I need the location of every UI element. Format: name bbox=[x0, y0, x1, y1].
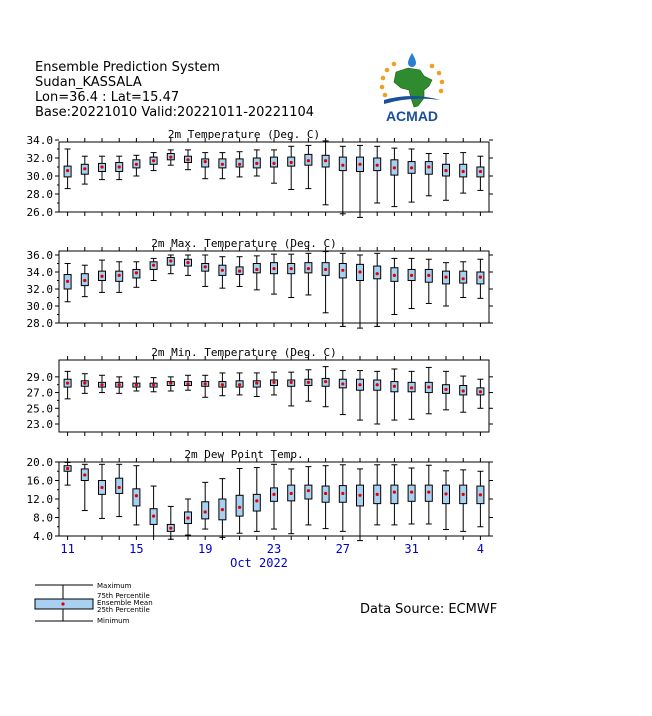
y-tick-label: 34.0 bbox=[26, 134, 53, 147]
box-day bbox=[305, 253, 312, 295]
box-day bbox=[167, 150, 174, 165]
box-day bbox=[236, 257, 243, 287]
box-day bbox=[236, 468, 243, 533]
box-day bbox=[99, 156, 106, 179]
mean-dot bbox=[479, 493, 482, 496]
mean-dot bbox=[444, 276, 447, 279]
mean-dot bbox=[83, 279, 86, 282]
box-day bbox=[374, 146, 381, 203]
box-day bbox=[185, 499, 192, 535]
box-day bbox=[425, 367, 432, 413]
box-day bbox=[167, 377, 174, 391]
mean-dot bbox=[100, 165, 103, 168]
mean-dot bbox=[358, 494, 361, 497]
box-day bbox=[150, 258, 157, 280]
mean-dot bbox=[186, 516, 189, 519]
mean-dot bbox=[410, 166, 413, 169]
mean-dot bbox=[393, 385, 396, 388]
box-day bbox=[425, 259, 432, 303]
plot-frame bbox=[59, 360, 489, 432]
x-month-label: Oct 2022 bbox=[230, 556, 288, 570]
mean-dot bbox=[444, 169, 447, 172]
mean-dot bbox=[324, 159, 327, 162]
box-day bbox=[460, 262, 467, 298]
header-line-dates: Base:20221010 Valid:20221011-20221104 bbox=[35, 105, 315, 120]
mean-dot bbox=[204, 265, 207, 268]
x-date-label: 11 bbox=[60, 542, 75, 556]
mean-dot bbox=[410, 274, 413, 277]
box-day bbox=[185, 150, 192, 170]
box-day bbox=[374, 371, 381, 424]
box-day bbox=[64, 149, 71, 189]
box-day bbox=[477, 259, 484, 298]
mean-dot bbox=[358, 270, 361, 273]
mean-dot bbox=[290, 492, 293, 495]
iqr-box bbox=[391, 485, 398, 504]
iqr-box bbox=[133, 489, 140, 506]
mean-dot bbox=[376, 493, 379, 496]
mean-dot bbox=[100, 275, 103, 278]
box-day bbox=[219, 153, 226, 179]
mean-dot bbox=[376, 383, 379, 386]
iqr-box bbox=[253, 494, 260, 511]
box-day bbox=[253, 150, 260, 176]
box-day bbox=[477, 379, 484, 408]
box-day bbox=[253, 373, 260, 397]
box-day bbox=[305, 467, 312, 525]
box-day bbox=[339, 465, 346, 532]
mean-dot bbox=[462, 277, 465, 280]
mean-dot bbox=[238, 270, 241, 273]
mean-dot bbox=[427, 490, 430, 493]
mean-dot bbox=[169, 527, 172, 530]
box-day bbox=[425, 154, 432, 196]
panel-title: 2m Temperature (Deg. C) bbox=[167, 128, 321, 141]
box-day bbox=[116, 262, 123, 293]
mean-dot bbox=[272, 162, 275, 165]
box-day bbox=[339, 146, 346, 214]
box-day bbox=[116, 377, 123, 394]
box-day bbox=[271, 254, 278, 294]
iqr-box bbox=[116, 478, 123, 493]
header-line-station: Sudan_KASSALA bbox=[35, 75, 142, 90]
box-day bbox=[116, 464, 123, 516]
box-day bbox=[202, 375, 209, 397]
box-day bbox=[391, 465, 398, 525]
y-tick-label: 12.0 bbox=[26, 493, 53, 506]
box-day bbox=[460, 153, 467, 194]
mean-dot bbox=[118, 165, 121, 168]
mean-dot bbox=[410, 490, 413, 493]
y-tick-label: 29.0 bbox=[26, 370, 53, 384]
mean-dot bbox=[152, 515, 155, 518]
box-day bbox=[271, 372, 278, 395]
box-day bbox=[271, 150, 278, 183]
box-day bbox=[339, 253, 346, 326]
box-day bbox=[99, 375, 106, 392]
box-day bbox=[81, 464, 88, 510]
box-day bbox=[167, 255, 174, 274]
mean-dot bbox=[135, 383, 138, 386]
iqr-box bbox=[236, 495, 243, 516]
mean-dot bbox=[272, 493, 275, 496]
panel-title: 2m Min. Temperature (Deg. C) bbox=[151, 346, 337, 359]
legend-p75-label: 75th Percentile bbox=[97, 592, 150, 600]
mean-dot bbox=[462, 389, 465, 392]
mean-dot bbox=[479, 390, 482, 393]
panel-title: 2m Dew Point Temp. bbox=[184, 448, 304, 461]
box-day bbox=[288, 372, 295, 406]
box-day bbox=[219, 479, 226, 538]
box-day bbox=[185, 255, 192, 275]
box-day bbox=[81, 265, 88, 296]
header-line-coordinates: Lon=36.4 : Lat=15.47 bbox=[35, 90, 180, 105]
y-tick-label: 8.0 bbox=[33, 511, 53, 525]
box-day bbox=[64, 462, 71, 485]
box-day bbox=[357, 255, 364, 328]
mean-dot bbox=[135, 271, 138, 274]
box-day bbox=[460, 376, 467, 412]
mean-dot bbox=[152, 383, 155, 386]
box-day bbox=[116, 156, 123, 179]
box-day bbox=[408, 149, 415, 202]
box-day bbox=[443, 154, 450, 201]
box-day bbox=[64, 264, 71, 302]
mean-dot bbox=[462, 170, 465, 173]
box-day bbox=[150, 378, 157, 392]
legend bbox=[35, 582, 153, 625]
mean-dot bbox=[186, 261, 189, 264]
mean-dot bbox=[427, 165, 430, 168]
mean-dot bbox=[290, 161, 293, 164]
box-day bbox=[288, 469, 295, 534]
box-day bbox=[391, 258, 398, 314]
mean-dot bbox=[324, 268, 327, 271]
box-day bbox=[391, 148, 398, 207]
box-day bbox=[202, 153, 209, 179]
y-tick-label: 32.0 bbox=[26, 152, 53, 165]
mean-dot bbox=[272, 267, 275, 270]
x-date-label: 31 bbox=[404, 542, 419, 556]
mean-dot bbox=[66, 169, 69, 172]
box-day bbox=[305, 370, 312, 401]
y-tick-label: 16.0 bbox=[26, 474, 53, 488]
mean-dot bbox=[290, 381, 293, 384]
mean-dot bbox=[100, 486, 103, 489]
y-tick-label: 30.0 bbox=[26, 300, 53, 313]
mean-dot bbox=[479, 276, 482, 279]
legend-p25-label: 25th Percentile bbox=[97, 606, 150, 614]
box-day bbox=[236, 373, 243, 395]
mean-dot bbox=[221, 383, 224, 386]
mean-dot bbox=[169, 382, 172, 385]
mean-dot bbox=[221, 269, 224, 272]
mean-dot bbox=[118, 486, 121, 489]
mean-dot bbox=[324, 492, 327, 495]
legend-maximum-label: Maximum bbox=[97, 582, 132, 590]
mean-dot bbox=[393, 490, 396, 493]
mean-dot bbox=[135, 163, 138, 166]
mean-dot bbox=[410, 386, 413, 389]
mean-dot bbox=[66, 382, 69, 385]
mean-dot bbox=[307, 159, 310, 162]
mean-dot bbox=[118, 274, 121, 277]
mean-dot bbox=[358, 163, 361, 166]
box-day bbox=[81, 374, 88, 394]
box-day bbox=[202, 482, 209, 529]
mean-dot bbox=[169, 259, 172, 262]
box-day bbox=[99, 260, 106, 292]
box-day bbox=[477, 156, 484, 190]
box-day bbox=[64, 371, 71, 399]
y-tick-label: 4.0 bbox=[33, 530, 53, 543]
mean-dot bbox=[66, 280, 69, 283]
box-day bbox=[133, 377, 140, 391]
data-source-label: Data Source: ECMWF bbox=[360, 602, 498, 617]
mean-dot bbox=[341, 269, 344, 272]
mean-dot bbox=[118, 383, 121, 386]
mean-dot bbox=[152, 264, 155, 267]
mean-dot bbox=[238, 506, 241, 509]
mean-dot bbox=[462, 493, 465, 496]
mean-dot bbox=[393, 274, 396, 277]
x-date-label: 23 bbox=[266, 542, 282, 556]
box-day bbox=[443, 263, 450, 306]
mean-dot bbox=[341, 164, 344, 167]
mean-dot bbox=[152, 159, 155, 162]
mean-dot bbox=[427, 274, 430, 277]
y-tick-label: 25.0 bbox=[26, 402, 53, 416]
mean-dot bbox=[186, 382, 189, 385]
box-day bbox=[322, 367, 329, 407]
box-day bbox=[150, 153, 157, 171]
box-day bbox=[408, 468, 415, 524]
mean-dot bbox=[83, 167, 86, 170]
y-tick-label: 36.0 bbox=[26, 249, 53, 262]
box-day bbox=[408, 371, 415, 419]
mean-dot bbox=[307, 267, 310, 270]
mean-dot bbox=[204, 382, 207, 385]
legend-mean-label: Ensemble Mean bbox=[97, 599, 153, 607]
logo-wordmark: ACMAD bbox=[385, 108, 439, 124]
mean-dot bbox=[341, 382, 344, 385]
mean-dot bbox=[255, 499, 258, 502]
mean-dot bbox=[393, 166, 396, 169]
box-day bbox=[253, 256, 260, 290]
box-day bbox=[305, 145, 312, 188]
mean-dot bbox=[238, 163, 241, 166]
box-day bbox=[219, 373, 226, 396]
mean-dot bbox=[307, 489, 310, 492]
x-date-label: 4 bbox=[476, 542, 485, 556]
mean-dot bbox=[376, 164, 379, 167]
legend-mean-dot bbox=[61, 602, 64, 605]
box-day bbox=[81, 156, 88, 184]
y-tick-label: 28.0 bbox=[26, 317, 53, 330]
box-day bbox=[408, 258, 415, 308]
mean-dot bbox=[221, 508, 224, 511]
mean-dot bbox=[272, 381, 275, 384]
box-day bbox=[443, 371, 450, 410]
mean-dot bbox=[444, 388, 447, 391]
y-tick-label: 32.0 bbox=[26, 283, 53, 296]
mean-dot bbox=[479, 170, 482, 173]
mean-dot bbox=[186, 158, 189, 161]
box-day bbox=[443, 471, 450, 530]
mean-dot bbox=[100, 383, 103, 386]
box-day bbox=[357, 145, 364, 217]
box-day bbox=[133, 155, 140, 176]
box-day bbox=[202, 255, 209, 286]
x-date-label: 19 bbox=[197, 542, 213, 556]
box-day bbox=[374, 253, 381, 326]
box-day bbox=[357, 469, 364, 541]
panel-title: 2m Max. Temperature (Deg. C) bbox=[151, 237, 337, 250]
box-day bbox=[288, 254, 295, 297]
x-date-label: 15 bbox=[129, 542, 144, 556]
mean-dot bbox=[66, 467, 69, 470]
box-day bbox=[185, 375, 192, 390]
mean-dot bbox=[324, 380, 327, 383]
box-day bbox=[425, 465, 432, 524]
iqr-box bbox=[202, 502, 209, 519]
mean-dot bbox=[444, 492, 447, 495]
mean-dot bbox=[83, 382, 86, 385]
box-day bbox=[288, 146, 295, 189]
mean-dot bbox=[221, 163, 224, 166]
box-day bbox=[357, 371, 364, 421]
box-day bbox=[322, 466, 329, 529]
box-day bbox=[477, 471, 484, 527]
y-tick-label: 20.0 bbox=[26, 456, 53, 469]
mean-dot bbox=[83, 473, 86, 476]
y-tick-label: 26.0 bbox=[26, 206, 53, 219]
y-tick-label: 27.0 bbox=[26, 386, 53, 400]
y-tick-label: 28.0 bbox=[26, 188, 53, 201]
mean-dot bbox=[358, 383, 361, 386]
mean-dot bbox=[255, 162, 258, 165]
box-day bbox=[167, 506, 174, 539]
box-day bbox=[374, 465, 381, 525]
box-day bbox=[253, 468, 260, 532]
header-line-system: Ensemble Prediction System bbox=[35, 60, 221, 75]
y-tick-label: 30.0 bbox=[26, 170, 53, 183]
legend-minimum-label: Minimum bbox=[97, 617, 130, 625]
mean-dot bbox=[427, 385, 430, 388]
mean-dot bbox=[238, 383, 241, 386]
x-date-label: 27 bbox=[335, 542, 351, 556]
mean-dot bbox=[204, 510, 207, 513]
box-day bbox=[133, 466, 140, 525]
y-tick-label: 34.0 bbox=[26, 266, 53, 279]
box-day bbox=[99, 464, 106, 518]
box-day bbox=[322, 252, 329, 313]
box-day bbox=[391, 369, 398, 420]
box-day bbox=[322, 141, 329, 205]
box-day bbox=[271, 464, 278, 529]
box-day bbox=[219, 257, 226, 288]
box-day bbox=[236, 152, 243, 177]
iqr-box bbox=[460, 271, 467, 283]
mean-dot bbox=[341, 492, 344, 495]
mean-dot bbox=[135, 494, 138, 497]
mean-dot bbox=[376, 272, 379, 275]
mean-dot bbox=[255, 268, 258, 271]
box-day bbox=[133, 262, 140, 288]
mean-dot bbox=[204, 160, 207, 163]
y-tick-label: 23.0 bbox=[26, 418, 53, 431]
mean-dot bbox=[255, 382, 258, 385]
mean-dot bbox=[169, 156, 172, 159]
box-day bbox=[150, 486, 157, 536]
box-day bbox=[460, 470, 467, 532]
mean-dot bbox=[290, 267, 293, 270]
box-day bbox=[339, 371, 346, 415]
mean-dot bbox=[307, 381, 310, 384]
